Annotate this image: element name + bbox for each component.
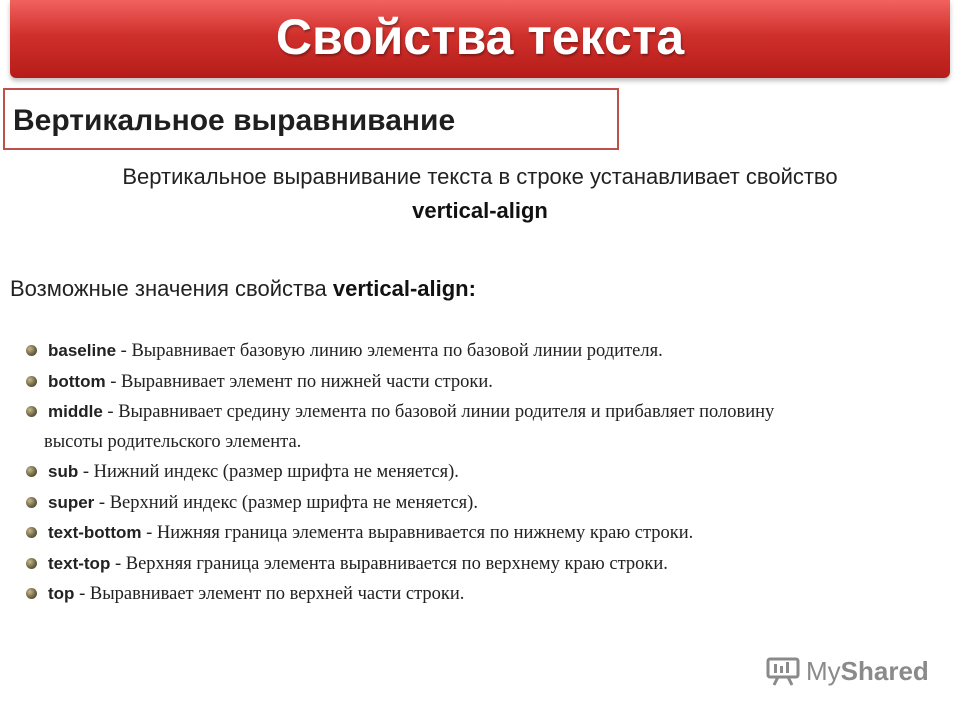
subtitle: Вертикальное выравнивание <box>13 104 456 137</box>
bullet-icon <box>26 588 37 599</box>
value-description-continued: высоты родительского элемента. <box>44 431 302 452</box>
values-intro <box>10 276 476 302</box>
title-bar <box>10 0 950 78</box>
value-keyword: top <box>48 584 75 603</box>
bullet-icon <box>26 527 37 538</box>
value-keyword: sub <box>48 462 79 481</box>
logo-text: MyShared <box>806 656 929 686</box>
list-item <box>22 579 952 610</box>
value-keyword: text-top <box>48 553 111 573</box>
intro-property: vertical-align <box>412 198 548 223</box>
values-list <box>22 336 952 610</box>
value-keyword: middle <box>48 402 103 421</box>
intro-paragraph <box>0 160 960 228</box>
bullet-icon <box>26 558 37 569</box>
list-item <box>22 457 952 488</box>
bullet-icon <box>26 345 37 356</box>
value-keyword: bottom <box>48 371 106 391</box>
value-description: - Выравнивает базовую линию элемента по базовой линии родителя. <box>116 341 663 361</box>
values-intro-property: vertical-align: <box>332 276 476 301</box>
value-description: - Верхняя граница элемента выравнивается по верхнему краю строки. <box>110 553 668 574</box>
values-intro-text: Возможные значения свойства <box>10 276 327 301</box>
value-description: - Выравнивает элемент по верхней части строки. <box>74 584 465 604</box>
list-item <box>22 488 952 519</box>
value-keyword: super <box>48 492 95 512</box>
intro-text: Вертикальное выравнивание текста в строке устанавливает свойство <box>122 164 838 189</box>
presentation-board-icon <box>766 657 800 687</box>
slide-title: Свойства текста <box>275 9 685 65</box>
value-description: - Нижний индекс (размер шрифта не меняется). <box>78 462 459 482</box>
value-keyword: text-bottom <box>48 523 142 542</box>
mysharedlogo <box>766 656 929 687</box>
value-keyword: baseline <box>48 341 117 360</box>
bullet-icon <box>26 466 37 477</box>
list-item <box>22 518 952 549</box>
value-description: - Выравнивает средину элемента по базовой линии родителя и прибавляет половину <box>102 402 775 422</box>
value-description: - Нижняя граница элемента выравнивается по нижнему краю строки. <box>141 523 694 543</box>
list-item <box>22 367 952 398</box>
list-item <box>22 397 952 457</box>
bullet-icon <box>26 376 37 387</box>
subtitle-box <box>3 88 619 150</box>
value-description: - Выравнивает элемент по нижней части строки. <box>105 371 493 392</box>
bullet-icon <box>26 406 37 417</box>
bullet-icon <box>26 497 37 508</box>
list-item <box>22 336 952 367</box>
value-description: - Верхний индекс (размер шрифта не меняется). <box>94 492 478 513</box>
list-item <box>22 549 952 580</box>
